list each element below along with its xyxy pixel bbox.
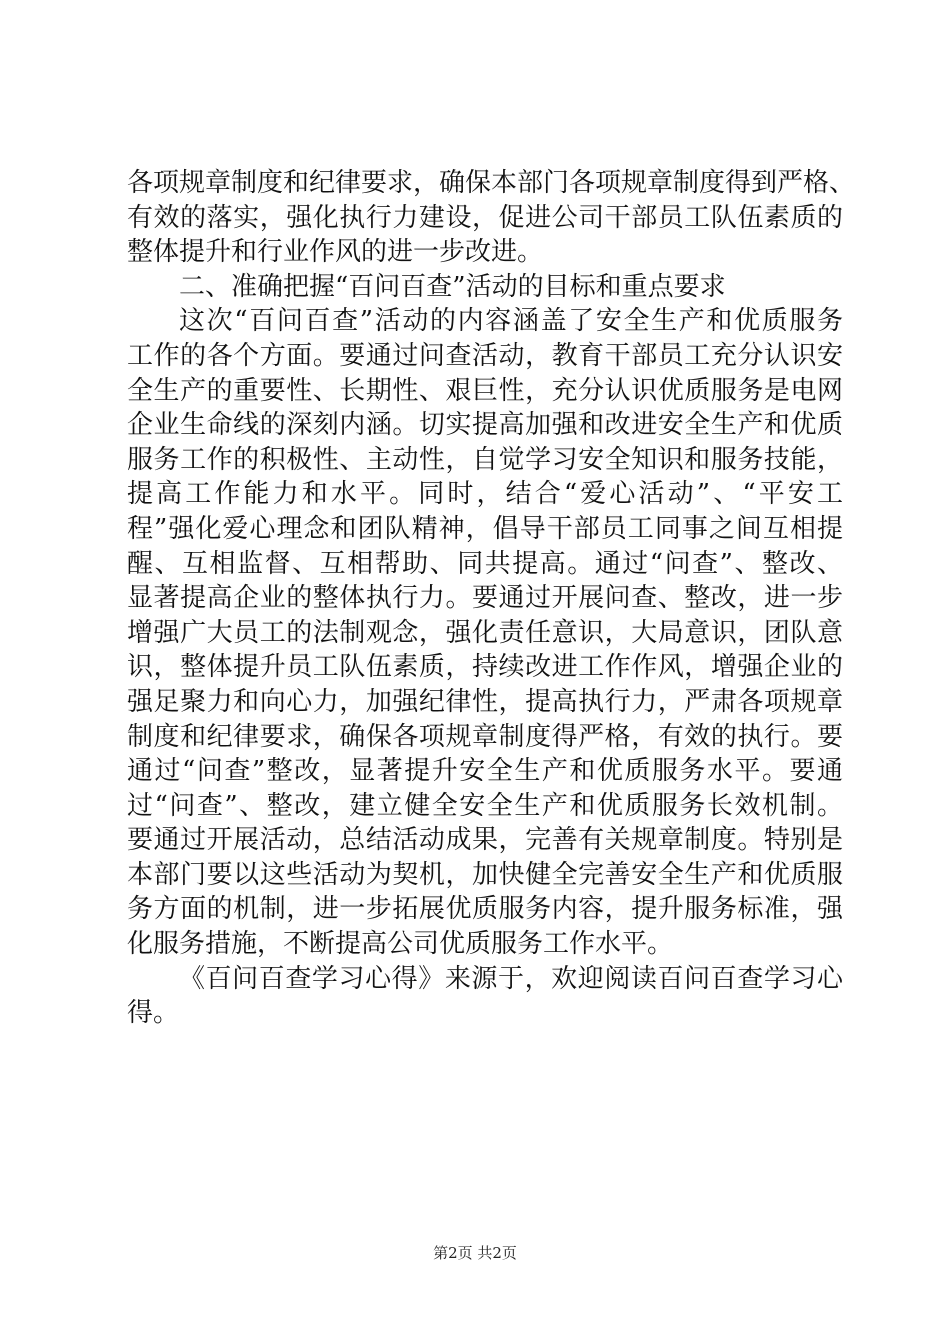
text-line: 务方面的机制，进一步拓展优质服务内容，提升服务标准，强 xyxy=(127,894,843,925)
paragraph-3 xyxy=(127,962,843,1031)
text-line: 各项规章制度和纪律要求，确保本部门各项规章制度得到严格、 xyxy=(127,168,856,198)
text-line: 强足聚力和向心力，加强纪律性，提高执行力，严肃各项规章 xyxy=(127,686,843,717)
text-line: 整体提升和行业作风的进一步改进。 xyxy=(127,237,544,268)
text-line: 显著提高企业的整体执行力。要通过开展问查、整改，进一步 xyxy=(127,583,843,614)
text-line: 通过“问查”整改，显著提升安全生产和优质服务水平。要通 xyxy=(127,756,843,787)
text-line: 工作的各个方面。要通过问查活动，教育干部员工充分认识安 xyxy=(127,340,843,371)
text-line: 过“问查”、整改，建立健全安全生产和优质服务长效机制。 xyxy=(127,790,843,821)
text-line: 要通过开展活动，总结活动成果，完善有关规章制度。特别是 xyxy=(127,825,843,856)
text-line: 本部门要以这些活动为契机，加快健全完善安全生产和优质服 xyxy=(127,859,843,890)
paragraph-1 xyxy=(127,166,856,270)
text-line: 识，整体提升员工队伍素质，持续改进工作作风，增强企业的 xyxy=(127,652,843,683)
text-line: 企业生命线的深刻内涵。切实提高加强和改进安全生产和优质 xyxy=(127,410,843,441)
page-number-footer: 第2页 共2页 xyxy=(433,1244,517,1262)
text-line: 这次“百问百查”活动的内容涵盖了安全生产和优质服务 xyxy=(179,306,843,337)
text-line: 服务工作的积极性、主动性，自觉学习安全知识和服务技能， xyxy=(127,444,843,475)
text-line: 提高工作能力和水平。同时，结合“爱心活动”、“平安工 xyxy=(127,479,843,510)
text-line: 醒、互相监督、互相帮助、同共提高。通过“问查”、整改、 xyxy=(127,548,843,579)
text-line: 增强广大员工的法制观念，强化责任意识，大局意识，团队意 xyxy=(127,617,843,648)
text-line: 程”强化爱心理念和团队精神，倡导干部员工同事之间互相提 xyxy=(127,513,843,544)
text-line: 化服务措施，不断提高公司优质服务工作水平。 xyxy=(127,929,674,960)
heading-text: 二、准确把握“百问百查”活动的目标和重点要求 xyxy=(179,271,726,302)
paragraph-2 xyxy=(127,304,843,961)
text-line: 《百问百查学习心得》来源于，欢迎阅读百问百查学习心 xyxy=(179,963,843,994)
section-heading-2 xyxy=(127,270,843,305)
text-line: 制度和纪律要求，确保各项规章制度得严格，有效的执行。要 xyxy=(127,721,843,752)
text-line: 得。 xyxy=(127,998,180,1029)
body-text xyxy=(127,166,856,1031)
text-line: 有效的落实，强化执行力建设，促进公司干部员工队伍素质的 xyxy=(127,202,843,233)
text-line: 全生产的重要性、长期性、艰巨性，充分认识优质服务是电网 xyxy=(127,375,843,406)
